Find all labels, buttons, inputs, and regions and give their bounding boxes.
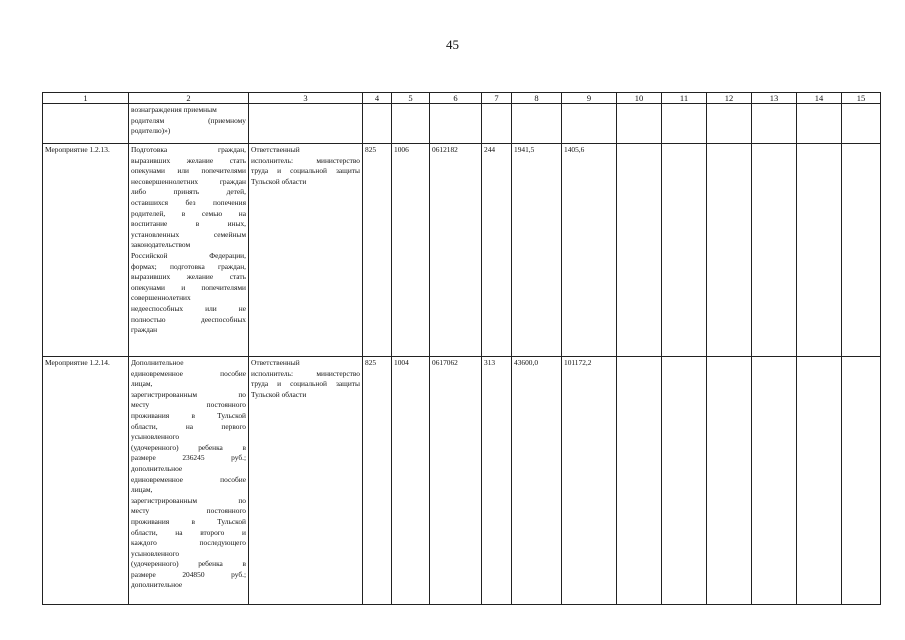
header-cell: 1 (43, 93, 129, 104)
text-line: (удочеренного) ребенка в (131, 442, 246, 452)
expense-type-cell: 244 (482, 144, 512, 357)
value-cell: 1941,5 (512, 144, 562, 357)
value-cell (562, 104, 617, 144)
text-line: Российской Федерации, (131, 250, 246, 260)
header-cell: 12 (707, 93, 752, 104)
empty-cell (707, 144, 752, 357)
text-line: области, на первого (131, 421, 246, 431)
value-cell: 43600,0 (512, 357, 562, 605)
expense-type-cell (482, 104, 512, 144)
text-line: недееспособных или не (131, 303, 246, 313)
header-cell: 10 (617, 93, 662, 104)
target-article-cell: 0617062 (430, 357, 482, 605)
text-line: зарегистрированным по (131, 495, 246, 505)
header-cell: 6 (430, 93, 482, 104)
text-line: дополнительное (131, 463, 183, 473)
section-cell: 1006 (392, 144, 430, 357)
event-name-cell: Мероприятие 1.2.13. (43, 144, 129, 357)
value-cell: 101172,2 (562, 357, 617, 605)
executor-cell (249, 144, 363, 357)
empty-cell (617, 104, 662, 144)
empty-cell (842, 104, 881, 144)
expense-type-cell: 313 (482, 357, 512, 605)
empty-cell (617, 144, 662, 357)
text-line: единовременное пособие (131, 474, 246, 484)
executor-cell (249, 104, 363, 144)
text-line: Тульской области (251, 176, 307, 186)
text-line: усыновленного (131, 432, 180, 442)
header-cell: 14 (797, 93, 842, 104)
event-name-cell (43, 104, 129, 144)
text-line: проживания в Тульской (131, 516, 246, 526)
page-number: 45 (446, 37, 459, 52)
target-article-cell: 0612182 (430, 144, 482, 357)
target-article-cell (430, 104, 482, 144)
description-cell (129, 357, 249, 605)
text-line: каждого последующего (131, 538, 246, 548)
empty-cell (662, 357, 707, 605)
empty-cell (707, 357, 752, 605)
empty-cell (617, 357, 662, 605)
text-line: опекунами и попечителями (131, 282, 246, 292)
table-row (43, 357, 881, 605)
header-cell: 2 (129, 93, 249, 104)
table-row (43, 104, 881, 144)
program-table (42, 92, 881, 605)
value-cell (512, 104, 562, 144)
text-line: либо принять детей, (131, 187, 246, 197)
text-line: выразивших желание стать (131, 155, 246, 165)
empty-cell (797, 104, 842, 144)
text-line: Ответственный (251, 358, 300, 367)
text-line: законодательством (131, 240, 191, 250)
text-line: месту постоянного (131, 506, 246, 516)
value-cell: 1405,6 (562, 144, 617, 357)
text-line: месту постоянного (131, 400, 246, 410)
empty-cell (662, 104, 707, 144)
text-line: вознаграждения приемным (131, 105, 217, 114)
text-line: Дополнительное (131, 358, 184, 367)
empty-cell (752, 104, 797, 144)
text-line: области, на второго и (131, 527, 246, 537)
text-line: Ответственный (251, 145, 300, 154)
header-cell: 3 (249, 93, 363, 104)
header-cell: 4 (363, 93, 392, 104)
empty-cell (752, 144, 797, 357)
text-line: труда и социальной защиты (251, 379, 360, 389)
header-cell: 7 (482, 93, 512, 104)
text-line: воспитание в иных, (131, 219, 246, 229)
description-cell (129, 104, 249, 144)
text-line: оставшихся без попечения (131, 197, 246, 207)
text-line: труда и социальной защиты (251, 166, 360, 176)
empty-cell (707, 104, 752, 144)
section-cell (392, 104, 430, 144)
text-line: размере 236245 руб.; (131, 453, 246, 463)
section-cell: 1004 (392, 357, 430, 605)
table-row (43, 144, 881, 357)
header-cell: 9 (562, 93, 617, 104)
empty-cell (662, 144, 707, 357)
text-line: формах; подготовка граждан, (131, 261, 246, 271)
empty-cell (752, 357, 797, 605)
text-line: усыновленного (131, 548, 180, 558)
text-line: зарегистрированным по (131, 389, 246, 399)
text-line: проживания в Тульской (131, 410, 246, 420)
header-cell: 15 (842, 93, 881, 104)
text-line: родителям (приемному (131, 115, 246, 125)
text-line: единовременное пособие (131, 368, 246, 378)
text-line: Подготовка граждан, (131, 145, 246, 154)
text-line: совершеннолетних (131, 293, 191, 303)
empty-cell (797, 144, 842, 357)
text-line: исполнитель: министерство (251, 368, 360, 378)
text-line: установленных семейным (131, 229, 246, 239)
empty-cell (797, 357, 842, 605)
text-line: исполнитель: министерство (251, 155, 360, 165)
text-line: Тульской области (251, 389, 307, 399)
header-cell: 13 (752, 93, 797, 104)
text-line: дополнительное (131, 580, 183, 590)
text-line: выразивших желание стать (131, 272, 246, 282)
grbs-cell (363, 104, 392, 144)
empty-cell (842, 144, 881, 357)
text-line: опекунами или попечителями (131, 166, 246, 176)
description-cell (129, 144, 249, 357)
text-line: лицам, (131, 379, 153, 389)
header-cell: 5 (392, 93, 430, 104)
event-name-cell: Мероприятие 1.2.14. (43, 357, 129, 605)
empty-cell (842, 357, 881, 605)
text-line: граждан (131, 325, 158, 335)
header-cell: 8 (512, 93, 562, 104)
grbs-cell: 825 (363, 144, 392, 357)
text-line: (удочеренного) ребенка в (131, 559, 246, 569)
column-number-header (43, 93, 881, 104)
text-line: несовершеннолетних граждан (131, 176, 246, 186)
text-line: полностью дееспособных (131, 314, 246, 324)
grbs-cell: 825 (363, 357, 392, 605)
executor-cell (249, 357, 363, 605)
text-line: родителей, в семью на (131, 208, 246, 218)
text-line: родителю)») (131, 126, 171, 136)
header-cell: 11 (662, 93, 707, 104)
text-line: размере 204850 руб.; (131, 569, 246, 579)
text-line: лицам, (131, 485, 153, 495)
